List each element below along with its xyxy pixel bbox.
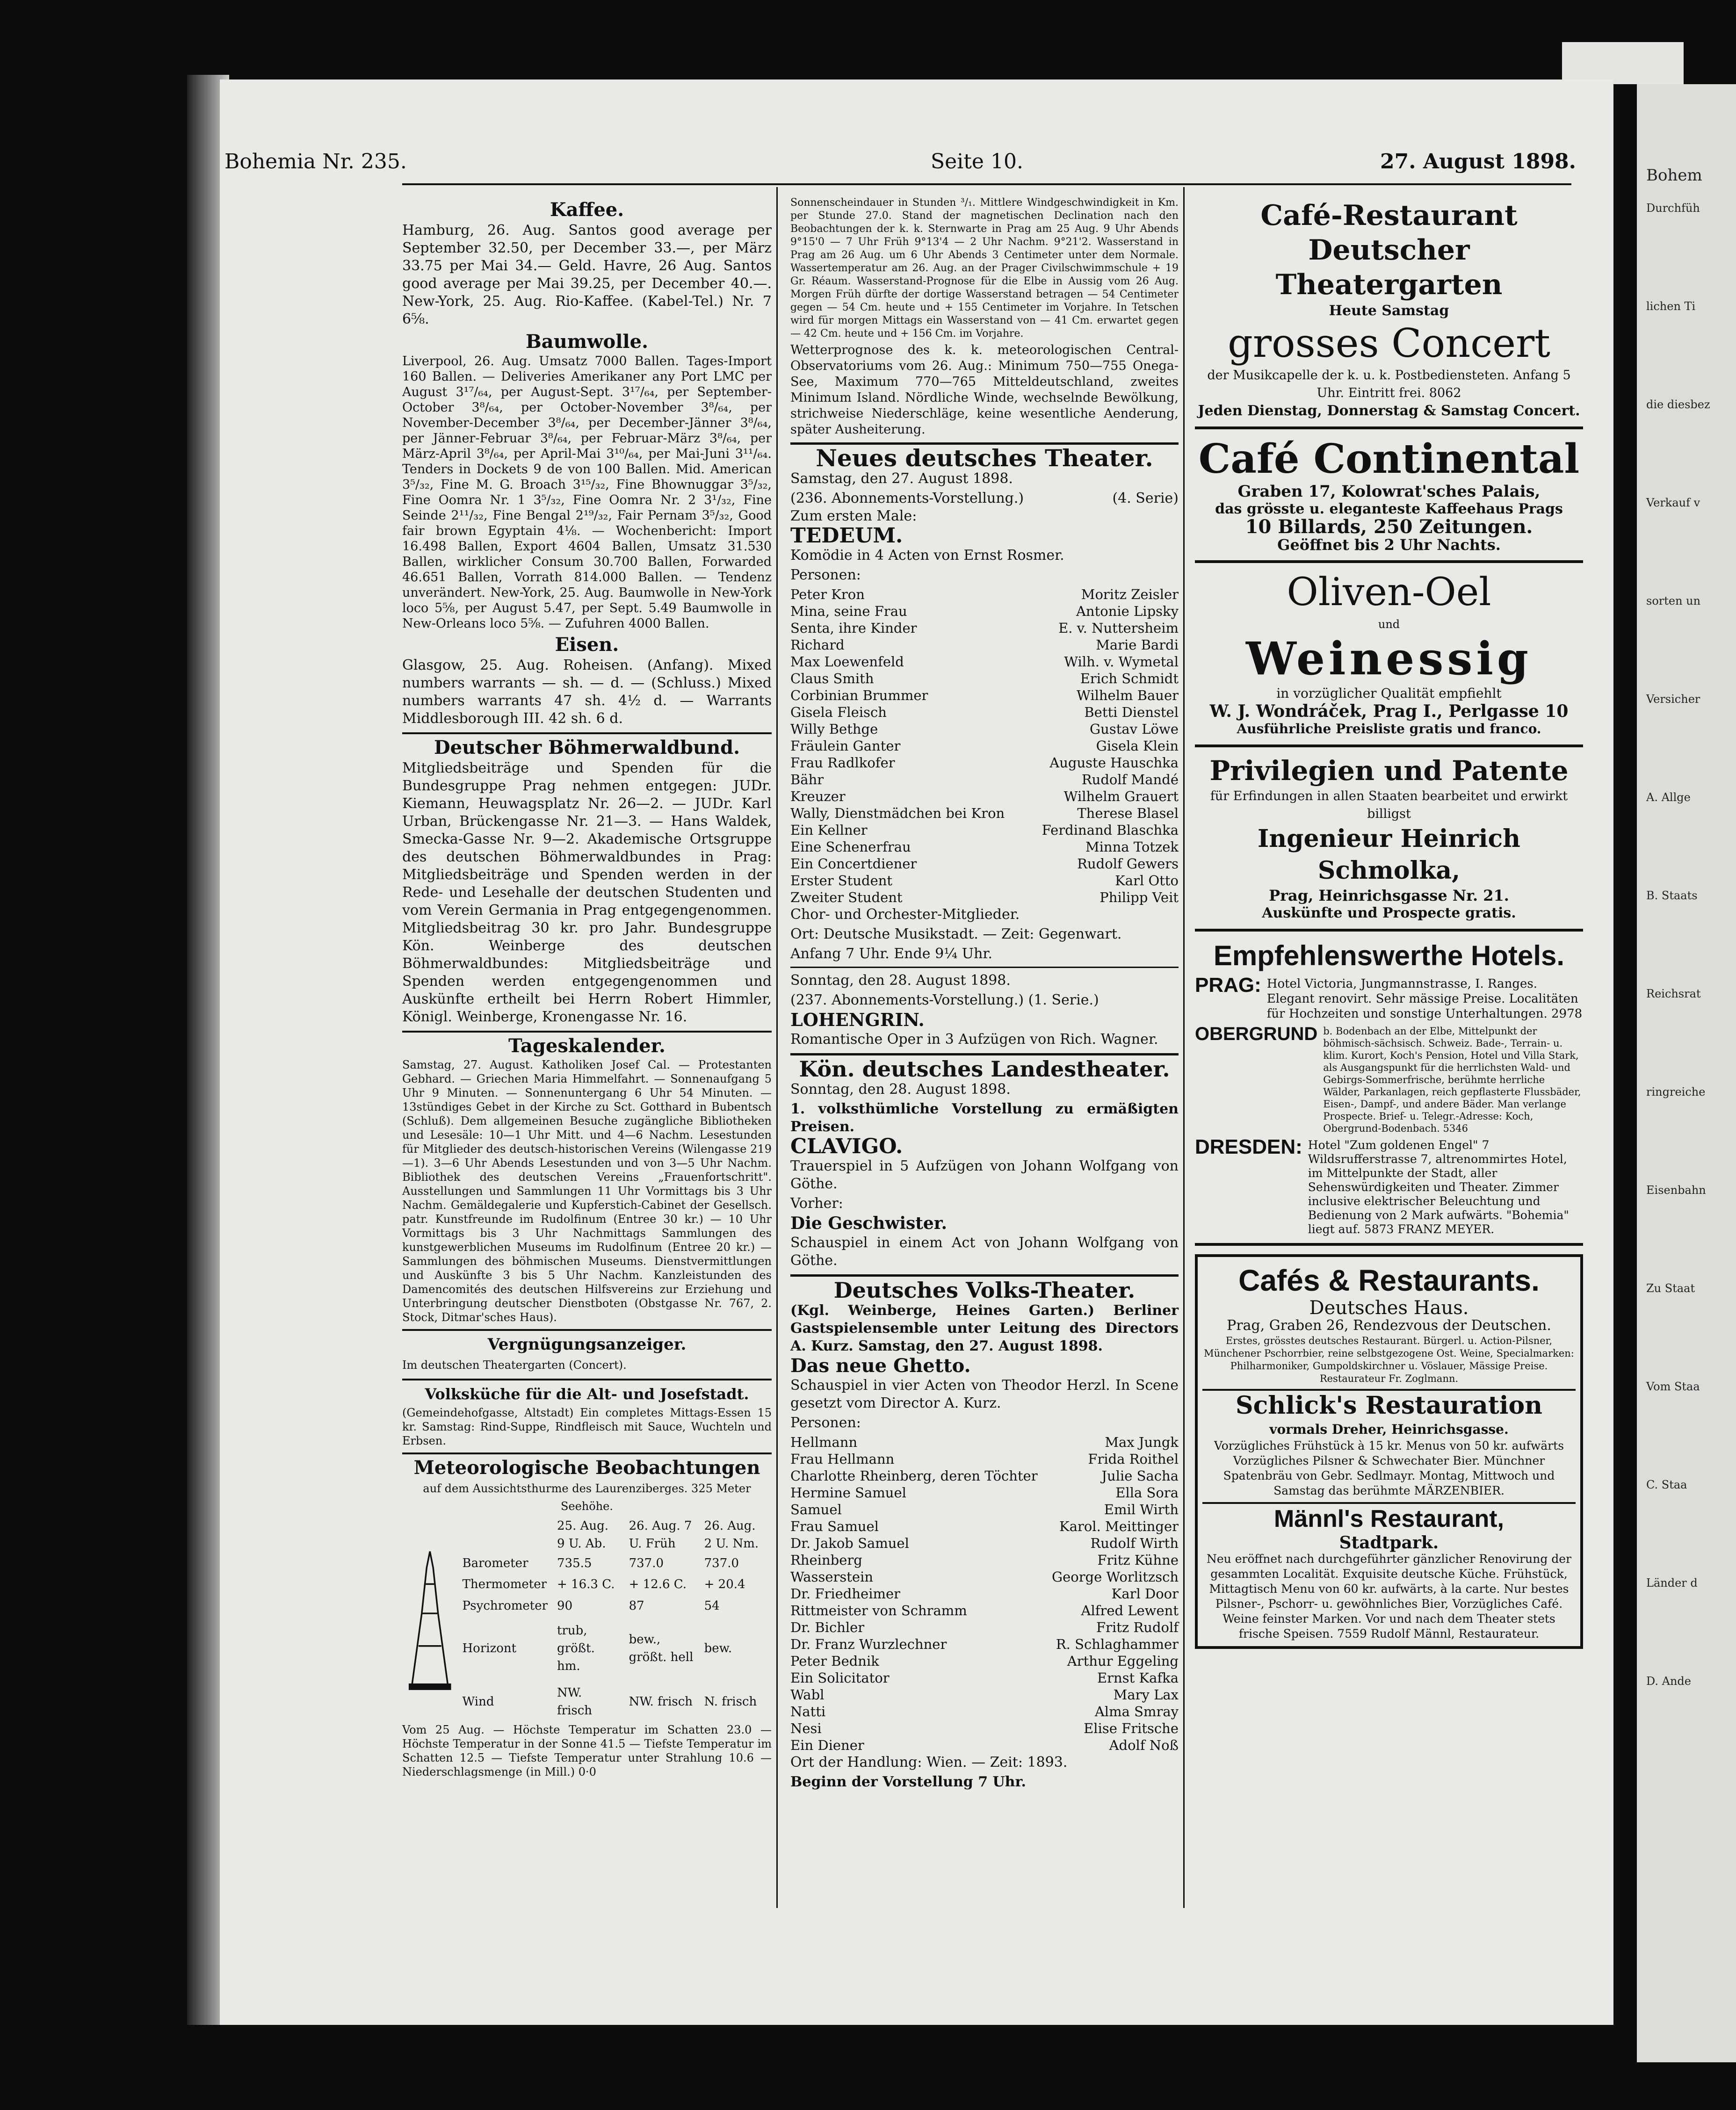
ad2-line-1: Café Continental — [1198, 435, 1580, 483]
cast-row — [790, 889, 1179, 906]
meteo-subheading: auf dem Aussichtsthurme des Laurenziberges. 325 Meter Seehöhe. — [423, 1482, 751, 1513]
ad3-line-3: Weinessig — [1245, 632, 1533, 685]
cast-row — [790, 1552, 1179, 1568]
ad5-dresden-city: DRESDEN: — [1195, 1135, 1302, 1158]
cast-actor: Betti Dienstel — [1084, 704, 1179, 720]
dvt-play-subtitle: Schauspiel in vier Acten von Theodor Herzl. In Scene gesetzt vom Director A. Kurz. — [790, 1377, 1179, 1411]
cast-row — [790, 1501, 1179, 1518]
dvt-play-title: Das neue Ghetto. — [790, 1355, 971, 1377]
ad5-prag-text: Hotel Victoria, Jungmannstrasse, I. Ranges. Elegant renovirt. Sehr mässige Preise. Localitäten für Hochzeiten und sonstige Unterhaltungen. 2978 — [1266, 977, 1583, 1021]
meteo-cell: trub, größt. hm. — [557, 1623, 595, 1673]
cast-row — [790, 1484, 1179, 1501]
meteo-cell: 737.0 — [704, 1556, 739, 1570]
cast-row — [790, 670, 1179, 687]
cast-actor: Elise Fritsche — [1084, 1720, 1179, 1736]
ndt-heading: Neues deutsches Theater. — [816, 444, 1153, 472]
ndt-play-subtitle: Komödie in 4 Acten von Ernst Rosmer. — [790, 547, 1064, 564]
meteo-cell: 90 — [557, 1598, 573, 1613]
meteo-row — [458, 1680, 772, 1723]
cast-actor: Julie Sacha — [1101, 1468, 1179, 1484]
ad6-maennl-sub: Stadtpark. — [1339, 1533, 1439, 1553]
adjacent-line: Zu Staat — [1646, 1282, 1695, 1295]
meteo-row — [458, 1617, 772, 1681]
sunday-play-subtitle: Romantische Oper in 3 Aufzügen von Rich. Wagner. — [790, 1031, 1158, 1048]
cast-actor: Alma Smray — [1094, 1704, 1179, 1720]
cast-actor: Mary Lax — [1113, 1687, 1179, 1703]
ndt-play-title: TEDEUM. — [790, 524, 903, 548]
meteo-cell: + 16.3 C. — [557, 1577, 615, 1592]
adjacent-line: Eisenbahn — [1646, 1184, 1706, 1197]
cast-role: Ein Diener — [790, 1737, 864, 1753]
weather-report: Sonnenscheindauer in Stunden ³/₁. Mittlere Windgeschwindigkeit in Km. per Stunde 27.0. Stand der magnetischen Declination nach den Beobachtungen der k. k. Sternwarte in Prag am 25 Aug. 9 Uhr Abends 9°15'0 — 7 Uhr Früh 9°13'4 — 2 Uhr Nachm. 9°21'2. Wasserstand in Prag am 26 Aug. um 6 Uhr Abends 3 Centimeter unter dem Normale. Wassertemperatur am 26. Aug. an der Prager Civilschwimmschule + 19 Gr. Réaum. Wasserstand-Prognose für die Elbe in Aussig vom 26 Aug. Morgen Früh dürfte der dortige Wasserstand betragen — 54 Centimeter gegen — 54 Cm. heute und + 155 Centimeter im Vorjahre. In Tetschen wird für morgen Mittags ein Wasserstand von — 41 Cm. erwartet gegen — 42 Cm. heute und + 156 Cm. im Vorjahre. — [790, 197, 1179, 340]
ad5-obergrund-text: b. Bodenbach an der Elbe, Mittelpunkt der böhmisch-sächsisch. Schweiz. Bade-, Terrain- u. klim. Kurort, Koch's Pension, Hotel und Villa Stark, als Ausgangspunkt für die herrlichsten Wald- und Gebirgs-Sommerfrische, berühmte herrliche Wälder, Parkanlagen, reich gepflasterte Flussbäder, Eisen-, Dampf-, und andere Bäder. Man verlange Prospecte. Brief- u. Telegr.-Adresse: Koch, Obergrund-Bodenbach. 5346 — [1323, 1026, 1581, 1134]
kdl-play2-subtitle: Schauspiel in einem Act von Johann Wolfgang von Göthe. — [790, 1235, 1179, 1269]
column-2 — [790, 196, 1179, 1793]
cast-role: Peter Bednik — [790, 1653, 879, 1669]
meteo-cell: 54 — [704, 1598, 720, 1613]
meteo-head-cell: 26. Aug. 2 U. Nm. — [704, 1519, 759, 1551]
kdl-play2-title: Die Geschwister. — [790, 1214, 948, 1233]
eisen-heading: Eisen. — [555, 634, 619, 656]
adjacent-line: B. Staats — [1646, 889, 1698, 902]
cast-role: Ein Concertdiener — [790, 856, 917, 872]
cast-role: Ein Solicitator — [790, 1670, 890, 1686]
cast-role: Bähr — [790, 772, 824, 788]
adjacent-page-text — [1646, 168, 1730, 1772]
cast-actor: Philipp Veit — [1099, 889, 1179, 905]
adjacent-header: Bohem — [1646, 166, 1702, 185]
cast-role: Hermine Samuel — [790, 1485, 906, 1501]
ad5-prag-city: PRAG: — [1195, 974, 1261, 997]
adjacent-line: Durchfüh — [1646, 202, 1700, 215]
header-date: 27. August 1898. — [1380, 150, 1576, 173]
ndt-anfang: Anfang 7 Uhr. Ende 9¼ Uhr. — [790, 946, 992, 962]
cast-actor: Wilhelm Grauert — [1063, 788, 1179, 804]
kdl-play-title: CLAVIGO. — [790, 1134, 903, 1158]
meteo-cell: 87 — [629, 1598, 644, 1613]
cast-role: Max Loewenfeld — [790, 654, 904, 670]
sunday-play-title: LOHENGRIN. — [790, 1009, 925, 1030]
ad6-maennl-text: Neu eröffnet nach durchgeführter gänzlicher Renovirung der gesammten Localität. Exquisite deutsche Küche. Frühstück, Mittagtisch Menu von 60 kr. aufwärts, à la carte. Nur bestes Pilsner-, Pschorr- u. gewöhnliches Bier, Vorzügliches Café. Weine feinster Marken. Vor und nach dem Theater stets frische Speisen. 7559 Rudolf Männl, Restaurateur. — [1206, 1552, 1572, 1640]
adjacent-line: sorten un — [1646, 594, 1701, 607]
cast-row — [790, 872, 1179, 889]
ndt-first-time: Zum ersten Male: — [790, 508, 917, 524]
cast-role: Claus Smith — [790, 671, 874, 686]
cast-actor: Moritz Zeisler — [1081, 586, 1179, 602]
baumwolle-text: Liverpool, 26. Aug. Umsatz 7000 Ballen. Tages-Import 160 Ballen. — Deliveries Amerikaner any Port LMC per August 3¹⁷/₆₄, per August-Sept. 3¹⁷/₆₄, per September-October 3⁸/₆₄, per October-November 3⁸/₆₄, per November-December 3⁸/₆₄, per December-Jänner 3⁸/₆₄, per Jänner-Februar 3⁸/₆₄, per Februar-März 3⁸/₆₄, per März-April 3⁸/₆₄, per April-Mai 3¹⁰/₆₄, per Mai-Juni 3¹¹/₆₄. Tenders in Dockets 9 de von 100 Ballen. Mid. American 3⁵/₃₂, Fine M. G. Broach 3¹⁵/₃₂, Fine Bhownuggar 3⁵/₃₂, Fine Oomra Nr. 1 3⁵/₃₂, Fine Oomra Nr. 2 3¹/₃₂, Fine Seinde 2¹¹/₃₂, Fine Bengal 2¹⁹/₃₂, Fair Pernam 3⁵/₃₂, Good fair brown Egyptain 4⅛. — Wochenbericht: Import 16.498 Ballen, Export 4604 Ballen, Umsatz 31.530 Ballen, wirklicher Consum 30.700 Ballen, Forwarded 46.651 Ballen, Vorrath 814.000 Ballen. — Tendenz unverändert. New-York, 25. Aug. Baumwolle in New-York loco 5⅝, per August 5.47, per Sept. 5.49 Baumwolle in New-Orleans loco 5⅝. — Zufuhren 4000 Ballen. — [402, 354, 772, 631]
ad6-haus-sub: Prag, Graben 26, Rendezvous der Deutschen. — [1227, 1317, 1551, 1334]
cast-role: Gisela Fleisch — [790, 704, 887, 720]
cast-role: Hellmann — [790, 1434, 858, 1450]
cast-row — [790, 636, 1179, 653]
cast-role: Dr. Jakob Samuel — [790, 1535, 909, 1551]
cast-actor: Gustav Löwe — [1090, 721, 1179, 737]
ad-hotels — [1195, 932, 1583, 1246]
cast-role: Nesi — [790, 1720, 822, 1736]
cast-actor: Frida Roithel — [1088, 1451, 1179, 1467]
column-3 — [1195, 192, 1583, 1649]
cast-row — [790, 1720, 1179, 1737]
kdl-heading: Kön. deutsches Landestheater. — [799, 1056, 1170, 1082]
cast-actor: Karl Otto — [1115, 873, 1179, 889]
ad5-title: Empfehlenswerthe Hotels. — [1213, 940, 1565, 971]
cast-row — [790, 704, 1179, 721]
cast-role: Willy Bethge — [790, 721, 878, 737]
meteo-row — [458, 1574, 772, 1596]
cast-row — [790, 1467, 1179, 1484]
volkskueche-heading: Volksküche für die Alt- und Josefstadt. — [425, 1385, 749, 1403]
ad1-line-4: grosses Concert — [1228, 320, 1550, 366]
kdl-vorher: Vorher: — [790, 1195, 843, 1212]
header-masthead: Bohemia Nr. 235. — [224, 150, 407, 173]
baumwolle-heading: Baumwolle. — [525, 331, 648, 353]
cast-actor: Wilhelm Bauer — [1077, 687, 1179, 703]
kdl-vorstellung: 1. volksthümliche Vorstellung zu ermäßigten Preisen. — [790, 1101, 1179, 1135]
cast-row — [790, 1669, 1179, 1686]
meteo-cell: Psychrometer — [462, 1598, 548, 1613]
sunday-vorstellung: (237. Abonnements-Vorstellung.) (1. Serie.) — [790, 992, 1099, 1008]
cast-row — [790, 721, 1179, 737]
cast-role: Charlotte Rheinberg, deren Töchter — [790, 1468, 1038, 1484]
cast-row — [790, 1703, 1179, 1720]
cast-actor: Emil Wirth — [1104, 1502, 1179, 1517]
adjacent-line: Länder d — [1646, 1576, 1698, 1590]
adjacent-line: Reichsrat — [1646, 987, 1701, 1000]
weather-prognosis: Wetterprognose des k. k. meteorologischen Central-Observatoriums vom 26. Aug.: Minimum 750—755 Onega-See, Maximum 770—765 Mitteldeutschland, zweites Minimum Island. Nördliche Winde, wechselnde Bewölkung, strichweise Niederschläge, keine wesentliche Aenderung, später Ausheiterung. — [790, 343, 1179, 437]
ad6-haus-title: Deutsches Haus. — [1309, 1297, 1469, 1319]
cast-actor: Fritz Kühne — [1097, 1552, 1179, 1568]
cast-role: Erster Student — [790, 873, 893, 889]
cast-role: Dr. Friedheimer — [790, 1586, 900, 1602]
ad4-line-4: Prag, Heinrichsgasse Nr. 21. — [1269, 887, 1509, 904]
cast-role: Corbinian Brummer — [790, 687, 928, 703]
cast-row — [790, 1602, 1179, 1619]
cast-role: Kreuzer — [790, 788, 846, 804]
ad5-dresden-text: Hotel "Zum goldenen Engel" 7 Wildsrufferstrasse 7, altrenommirtes Hotel, im Mittelpunkte der Stadt, aller Sehenswürdigkeiten und Theater. Zimmer inclusive elektrischer Beleuchtung und Bedienung von 2 Mark aufwärts. "Bohemia" liegt auf. 5873 FRANZ MEYER. — [1308, 1138, 1569, 1236]
cast-role: Frau Hellmann — [790, 1451, 895, 1467]
adjacent-line: ringreiche — [1646, 1085, 1706, 1098]
petrin-tower-icon — [402, 1517, 458, 1723]
adjacent-line: Verkauf v — [1646, 496, 1700, 509]
cast-actor: Adolf Noß — [1109, 1737, 1179, 1753]
column-1 — [402, 196, 772, 1781]
cast-actor: Minna Totzek — [1085, 839, 1179, 855]
meteo-cell: Wind — [462, 1694, 494, 1709]
ad2-line-2: Graben 17, Kolowrat'sches Palais, — [1237, 482, 1541, 501]
cast-row — [790, 1518, 1179, 1535]
cast-row — [790, 822, 1179, 838]
cast-role: Eine Schenerfrau — [790, 839, 911, 855]
page-header — [224, 150, 1576, 178]
cast-role: Wasserstein — [790, 1569, 874, 1585]
ndt-serie: (4. Serie) — [1112, 490, 1179, 506]
meteo-cell: bew., größt. hell — [629, 1632, 694, 1664]
cast-row — [790, 1568, 1179, 1585]
vergnuegung-text: Im deutschen Theatergarten (Concert). — [402, 1358, 627, 1372]
ad3-line-4: in vorzüglicher Qualität empfiehlt — [1276, 686, 1502, 701]
eisen-text: Glasgow, 25. Aug. Roheisen. (Anfang). Mixed numbers warrants — sh. — d. — (Schluss.) Mixed numbers warrants 47 sh. 4½ d. — Warrants Middlesborough III. 42 sh. 6 d. — [402, 657, 772, 727]
cast-row — [790, 855, 1179, 872]
ndt-chor: Chor- und Orchester-Mitglieder. — [790, 906, 1020, 923]
meteo-cell: Barometer — [462, 1556, 528, 1570]
header-rule — [402, 183, 1571, 185]
meteo-cell: Horizont — [462, 1641, 517, 1655]
cast-actor: Rudolf Mandé — [1081, 772, 1179, 788]
dvt-cast-list — [790, 1434, 1179, 1754]
cast-row — [790, 1737, 1179, 1754]
ad2-line-5: Geöffnet bis 2 Uhr Nachts. — [1277, 536, 1501, 554]
adjacent-line: A. Allge — [1646, 791, 1691, 804]
cast-row — [790, 1636, 1179, 1653]
meteo-cell: NW. frisch — [629, 1694, 693, 1709]
ad1-line-6: Jeden Dienstag, Donnerstag & Samstag Concert. — [1198, 403, 1580, 419]
cast-row — [790, 788, 1179, 805]
meteo-head-cell: 25. Aug. 9 U. Ab. — [557, 1519, 609, 1551]
cast-row — [790, 1585, 1179, 1602]
cast-actor: Auguste Hauschka — [1049, 755, 1179, 771]
cast-role: Mina, seine Frau — [790, 603, 907, 619]
cast-row — [790, 805, 1179, 822]
ad3-line-1: Oliven-Oel — [1287, 570, 1491, 614]
cast-actor: E. v. Nuttersheim — [1058, 620, 1179, 636]
cast-role: Wally, Dienstmädchen bei Kron — [790, 805, 1005, 821]
ad-oliven-oel — [1195, 563, 1583, 747]
ad6-schlick-text: Vorzügliches Frühstück à 15 kr. Menus von 50 kr. aufwärts Vorzügliches Pilsner & Schwechater Bier. Münchner Spatenbräu von Gebr. Sedlmayr. Montag, Mittwoch und Samstag das berühmte MÄRZENBIER. — [1202, 1438, 1576, 1504]
ndt-cast-list — [790, 586, 1179, 906]
vergnuegung-heading: Vergnügungsanzeiger. — [487, 1335, 687, 1354]
cast-role: Ein Kellner — [790, 822, 868, 838]
cast-row — [790, 1434, 1179, 1451]
tageskalender-heading: Tageskalender. — [508, 1035, 665, 1057]
meteo-cell: NW. frisch — [557, 1685, 593, 1718]
ad6-haus-text: Erstes, grösstes deutsches Restaurant. Bürgerl. u. Action-Pilsner, Münchener Pschorrbier, reine selbstgezogene Ost. Weine, Specialmarken: Philharmoniker, Gumpoldskirchner u. Vöslauer, Mässige Preise. Restaurateur Fr. Zoglmann. — [1202, 1335, 1576, 1391]
cast-row — [790, 1535, 1179, 1552]
meteo-row — [458, 1595, 772, 1617]
ad5-obergrund-city: OBERGRUND — [1195, 1024, 1318, 1044]
cast-actor: R. Schlaghammer — [1056, 1636, 1179, 1652]
ad1-line-3: Heute Samstag — [1329, 303, 1449, 319]
meteo-cell: N. frisch — [704, 1694, 757, 1709]
ad-theatergarten — [1195, 192, 1583, 429]
meteo-cell: + 20.4 — [704, 1577, 745, 1592]
ndt-ort: Ort: Deutsche Musikstadt. — Zeit: Gegenwart. — [790, 926, 1122, 942]
ad4-line-3: Ingenieur Heinrich Schmolka, — [1258, 824, 1520, 885]
cast-actor: Ella Sora — [1115, 1485, 1179, 1501]
dvt-subtitle: (Kgl. Weinberge, Heines Garten.) Berliner Gastspielensemble unter Leitung des Directors A. Kurz. Samstag, den 27. August 1898. — [790, 1302, 1179, 1354]
cast-role: Rittmeister von Schramm — [790, 1603, 967, 1619]
cast-actor: Max Jungk — [1105, 1434, 1179, 1450]
adjacent-line: die diesbez — [1646, 398, 1710, 411]
ad6-title: Cafés & Restaurants. — [1238, 1264, 1540, 1297]
dvt-beginn: Beginn der Vorstellung 7 Uhr. — [790, 1774, 1026, 1790]
cast-row — [790, 1653, 1179, 1669]
cast-actor: Karol. Meittinger — [1059, 1518, 1179, 1534]
cast-actor: Erich Schmidt — [1080, 671, 1179, 686]
cast-row — [790, 620, 1179, 636]
cast-actor: Rudolf Gewers — [1077, 856, 1179, 872]
kaffee-heading: Kaffee. — [550, 199, 624, 221]
sunday-date: Sonntag, den 28. August 1898. — [790, 972, 1011, 989]
ad-patente — [1195, 747, 1583, 932]
cast-role: Wabl — [790, 1687, 825, 1703]
ad2-line-3: das grösste u. eleganteste Kaffeehaus Prags — [1215, 501, 1563, 517]
cast-role: Zweiter Student — [790, 889, 903, 905]
cast-row — [790, 653, 1179, 670]
cast-row — [790, 1686, 1179, 1703]
cast-role: Frau Radlkofer — [790, 755, 895, 771]
ad1-line-5: der Musikcapelle der k. u. k. Postbediensteten. Anfang 5 Uhr. Eintritt frei. 8062 — [1207, 368, 1571, 400]
meteo-cell: Thermometer — [462, 1577, 547, 1592]
tageskalender-text: Samstag, 27. August. Katholiken Josef Cal. — Protestanten Gebhard. — Griechen Maria Himmelfahrt. — Sonnenaufgang 5 Uhr 9 Minuten. — Sonnenuntergang 6 Uhr 54 Minuten. — 13stündiges Gebet in der Kirche zu Sct. Gotthard in Bubentsch (Schluß). Dem allgemeinen Besuche zugängliche Bibliotheken und Lesesäle: 10—1 Uhr Mitt. und 4—6 Nachm. Lesestunden für Mitglieder des deutsch-historischen Vereins (Wilengasse 219—1). 3—6 Uhr Abends Lesestunden und von 3—5 Uhr Nachm. Bibliothek des deutschen Vereins „Frauenfortschritt". Ausstellungen und Sammlungen 11 Uhr Vormittags bis 3 Uhr Nachm. Gemäldegalerie und Kupferstich-Cabinet der Gesellsch. patr. Kunstfreunde im Rudolfinum (Entree 30 kr.) — 10 Uhr Vormittags bis 3 Uhr Nachmittags Sammlungen des kunstgewerblichen Museums im Rudolfinum (Entree 20 kr.) — Sammlungen des böhmischen Museums. Dienstvermittlungen und Auskünfte 3 bis 5 Uhr Nachm. Kanzleistunden des Damencomités des deutschen Hilfsvereins zur Erziehung und Unterbringung deutscher Dienstboten (Obstgasse Nr. 767, 2. Stock, Ditmar'sches Haus). — [402, 1058, 772, 1324]
meteo-table — [458, 1517, 772, 1723]
cast-actor: Alfred Lewent — [1081, 1603, 1179, 1619]
ad1-line-1: Café-Restaurant — [1260, 199, 1518, 232]
kaffee-text: Hamburg, 26. Aug. Santos good average per September 32.50, per December 33.—, per März 33.75 per Mai 34.— Geld. Havre, 26 Aug. Santos good average per Mai 39.25, per December 40.—. New-York, 25. Aug. Rio-Kaffee. (Kabel-Tel.) Nr. 7 6⅝. — [402, 222, 772, 327]
ad-cafes-restaurants — [1195, 1254, 1583, 1649]
meteo-cell: 735.5 — [557, 1556, 592, 1570]
cast-role: Dr. Franz Wurzlechner — [790, 1636, 947, 1652]
ad4-line-2: für Erfindungen in allen Staaten bearbeitet und erwirkt billigst — [1210, 789, 1568, 821]
dvt-heading: Deutsches Volks-Theater. — [833, 1278, 1136, 1303]
ad3-line-2: und — [1378, 618, 1400, 631]
meteo-cell: + 12.6 C. — [629, 1577, 687, 1592]
cast-role: Dr. Bichler — [790, 1619, 865, 1635]
adjacent-line: Vom Staa — [1646, 1380, 1700, 1393]
cast-row — [790, 586, 1179, 603]
cast-actor: Therese Blasel — [1077, 805, 1179, 821]
ad1-line-2: Deutscher Theatergarten — [1275, 234, 1503, 301]
column-rule-2 — [1183, 187, 1185, 1908]
ad6-maennl-title: Männl's Restaurant, — [1273, 1505, 1505, 1532]
cast-actor: Antonie Lipsky — [1076, 603, 1179, 619]
cast-role: Fräulein Ganter — [790, 738, 901, 754]
kdl-play-subtitle: Trauerspiel in 5 Aufzügen von Johann Wolfgang von Göthe. — [790, 1158, 1179, 1192]
meteo-heading: Meteorologische Beobachtungen — [413, 1457, 760, 1479]
cast-row — [790, 737, 1179, 754]
adjacent-line: C. Staa — [1646, 1478, 1687, 1491]
ad2-line-4: 10 Billards, 250 Zeitungen. — [1245, 516, 1533, 538]
cast-actor: Wilh. v. Wymetal — [1064, 654, 1179, 670]
cast-actor: Ernst Kafka — [1097, 1670, 1179, 1686]
cast-actor: Gisela Klein — [1096, 738, 1179, 754]
cast-role: Samuel — [790, 1502, 842, 1517]
meteo-head-cell — [458, 1517, 553, 1553]
ad3-line-5: W. J. Wondráček, Prag I., Perlgasse 10 — [1209, 701, 1569, 721]
dvt-personen: Personen: — [790, 1415, 861, 1431]
adjacent-line: Versicher — [1646, 693, 1700, 706]
ad3-line-6: Ausführliche Preisliste gratis und franco. — [1237, 721, 1541, 737]
cast-actor: Arthur Eggeling — [1067, 1653, 1179, 1669]
meteo-head-cell: 26. Aug. 7 U. Früh — [629, 1519, 692, 1551]
cast-actor: Rudolf Wirth — [1090, 1535, 1179, 1551]
meteo-cell: bew. — [704, 1641, 732, 1655]
ad-cafe-continental — [1195, 429, 1583, 563]
column-rule-1 — [776, 187, 778, 1908]
meteo-cell: 737.0 — [629, 1556, 664, 1570]
adjacent-line: lichen Ti — [1646, 300, 1696, 313]
volkskueche-text: (Gemeindehofgasse, Altstadt) Ein completes Mittags-Essen 15 kr. Samstag: Rind-Suppe, Rindfleisch mit Sauce, Wuchteln und Erbsen. — [402, 1406, 772, 1447]
cast-role: Rheinberg — [790, 1552, 862, 1568]
meteo-extremes: Vom 25 Aug. — Höchste Temperatur im Schatten 23.0 — Höchste Temperatur in der Sonne 41.5 — Tiefste Temperatur im Schatten 12.5 — Tiefste Temperatur unter Strahlung 10.6 — Niederschlagsmenge (in Mill.) 0·0 — [402, 1723, 772, 1778]
ad4-line-5: Auskünfte und Prospecte gratis. — [1262, 905, 1516, 921]
cast-row — [790, 1451, 1179, 1467]
ad6-schlick-sub: vormals Dreher, Heinrichsgasse. — [1269, 1422, 1509, 1437]
ndt-vorstellung: (236. Abonnements-Vorstellung.) — [790, 490, 1024, 506]
cast-row — [790, 603, 1179, 620]
cast-role: Natti — [790, 1704, 826, 1720]
cast-actor: Marie Bardi — [1096, 637, 1179, 653]
cast-actor: Ferdinand Blaschka — [1042, 822, 1179, 838]
dvt-ort: Ort der Handlung: Wien. — Zeit: 1893. — [790, 1754, 1068, 1770]
ndt-date: Samstag, den 27. August 1898. — [790, 470, 1013, 487]
cast-row — [790, 771, 1179, 788]
cast-role: Richard — [790, 637, 845, 653]
kdl-date: Sonntag, den 28. August 1898. — [790, 1081, 1011, 1098]
cast-role: Frau Samuel — [790, 1518, 879, 1534]
bund-heading: Deutscher Böhmerwaldbund. — [434, 737, 740, 759]
cast-role: Peter Kron — [790, 586, 865, 602]
cast-actor: George Worlitzsch — [1051, 1569, 1179, 1585]
ndt-personen: Personen: — [790, 567, 861, 583]
cast-row — [790, 687, 1179, 704]
ad6-schlick-title: Schlick's Restauration — [1236, 1391, 1542, 1420]
paper-fold — [1562, 42, 1684, 84]
bund-text: Mitgliedsbeiträge und Spenden für die Bundesgruppe Prag nehmen entgegen: JUDr. Kiemann, Heuwagsplatz Nr. 26—2. — JUDr. Karl Urban, Brückengasse Nr. 21—3. — Hans Waldek, Smecka-Gasse Nr. 9—2. Akademische Ortsgruppe des deutschen Böhmerwaldbundes in Prag: Mitgliedsbeiträge und Spenden werden in der Rede- und Lesehalle der deutschen Studenten und vom Verein Germania in Prag entgegengenommen. Mitgliedsbeitrag 30 kr. pro Jahr. Bundesgruppe Kön. Weinberge des deutschen Böhmerwaldbundes: Mitgliedsbeiträge und Spenden werden entgegengenommen und Auskünfte ertheilt bei Herrn Robert Himmler, Königl. Weinberge, Kronengasse Nr. 16. — [402, 760, 772, 1025]
adjacent-line: D. Ande — [1646, 1675, 1691, 1688]
cast-actor: Fritz Rudolf — [1096, 1619, 1179, 1635]
cast-row — [790, 838, 1179, 855]
meteo-row — [458, 1553, 772, 1574]
header-page-number: Seite 10. — [931, 150, 1023, 173]
cast-row — [790, 1619, 1179, 1636]
cast-actor: Karl Door — [1111, 1586, 1179, 1602]
ad4-line-1: Privilegien und Patente — [1209, 755, 1569, 787]
cast-role: Senta, ihre Kinder — [790, 620, 917, 636]
cast-row — [790, 754, 1179, 771]
adjacent-lines — [1646, 201, 1730, 1688]
